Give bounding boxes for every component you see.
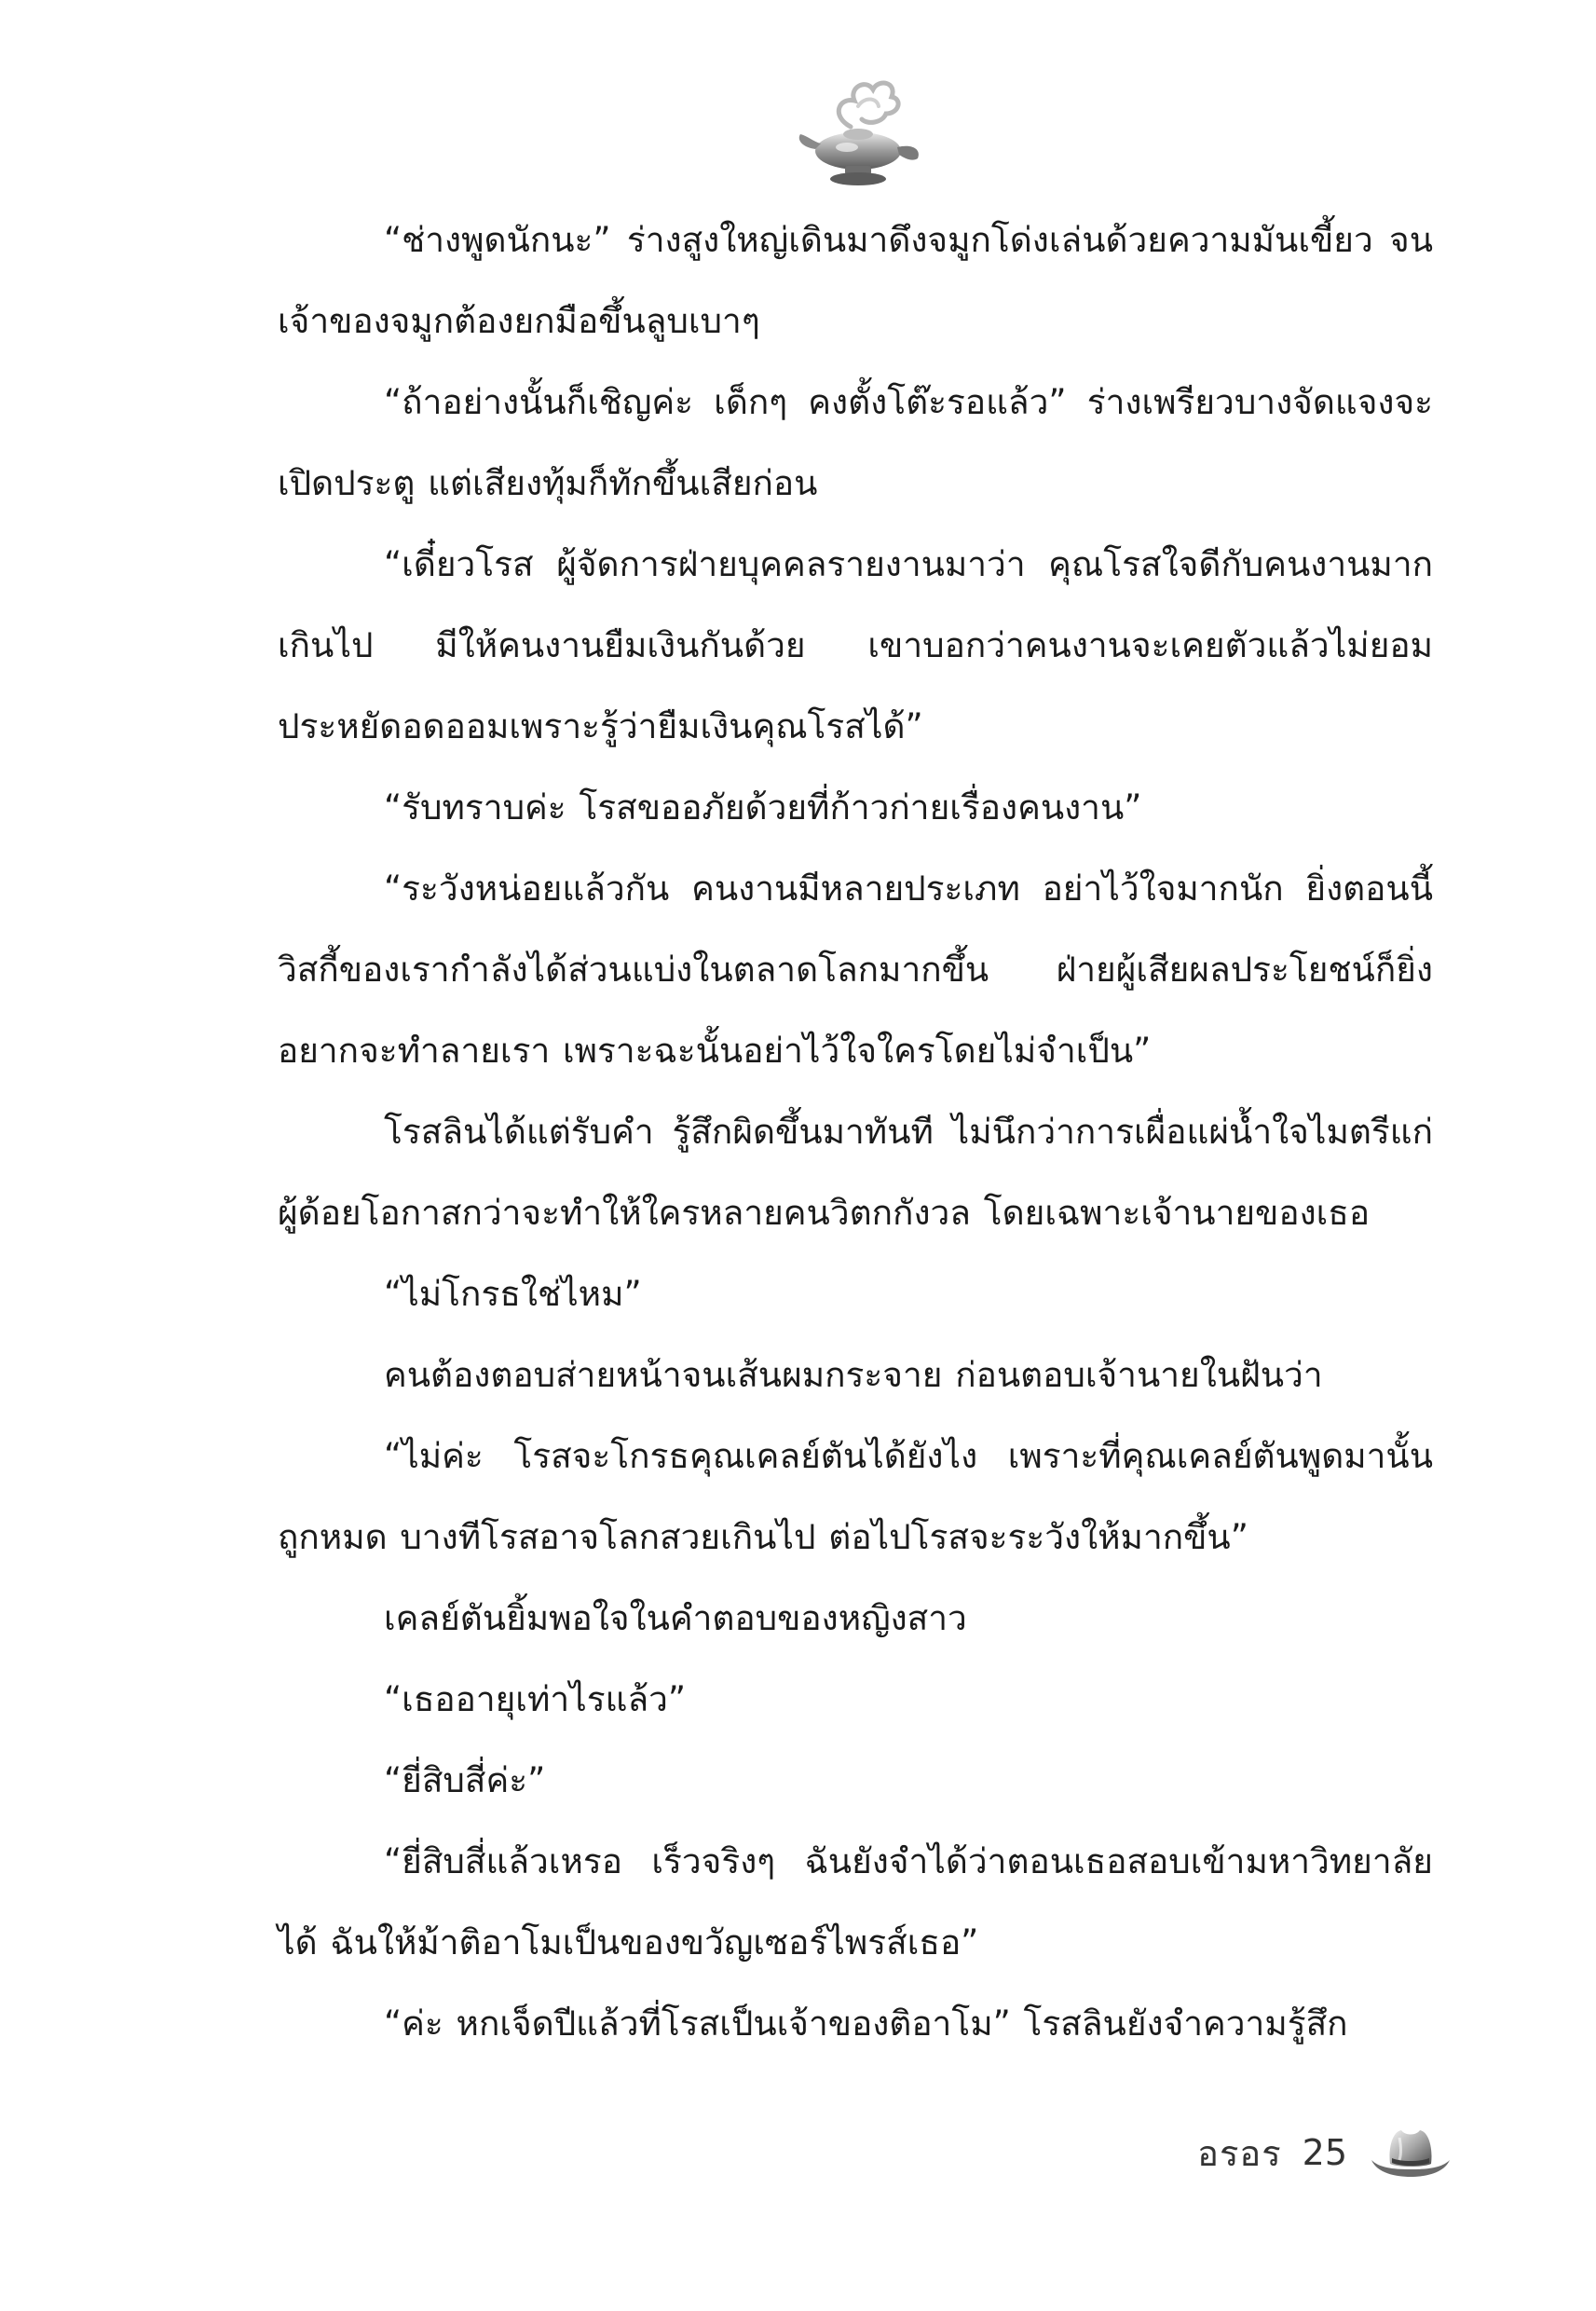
author-name: อรอร bbox=[1197, 2132, 1282, 2174]
body-text bbox=[278, 199, 1433, 2064]
paragraph: “ช่างพูดนักนะ” ร่างสูงใหญ่เดินมาดึงจมูกโด่งเล่นด้วยความมันเขี้ยว จนเจ้าของจมูกต้องยกมือขึ้นลูบเบาๆ bbox=[278, 220, 1433, 341]
paragraph: “เดี๋ยวโรส ผู้จัดการฝ่ายบุคคลรายงานมาว่า คุณโรสใจดีกับคนงานมากเกินไป มีให้คนงานยืมเงินกันด้วย เขาบอกว่าคนงานจะเคยตัวแล้วไม่ยอมประหยัดอดออมเพราะรู้ว่ายืมเงินคุณโรสได้” bbox=[278, 544, 1433, 746]
page-footer bbox=[1155, 2120, 1453, 2185]
paragraph: “รับทราบค่ะ โรสขออภัยด้วยที่ก้าวก่ายเรื่องคนงาน” bbox=[384, 787, 1142, 827]
paragraph: โรสลินได้แต่รับคำ รู้สึกผิดขึ้นมาทันที ไม่นึกว่าการเผื่อแผ่น้ำใจไมตรีแก่ผู้ด้อยโอกาสกว่าจะทำให้ใครหลายคนวิตกกังวล โดยเฉพาะเจ้านายของเธอ bbox=[278, 1112, 1433, 1233]
paragraph: เคลย์ตันยิ้มพอใจในคำตอบของหญิงสาว bbox=[384, 1598, 967, 1638]
paragraph: “ไม่ค่ะ โรสจะโกรธคุณเคลย์ตันได้ยังไง เพราะที่คุณเคลย์ตันพูดมานั้นถูกหมด บางทีโรสอาจโลกสวยเกินไป ต่อไปโรสจะระวังให้มากขึ้น” bbox=[278, 1436, 1433, 1557]
paragraph: “ยี่สิบสี่ค่ะ” bbox=[384, 1760, 546, 1800]
paragraph: “ไม่โกรธใช่ไหม” bbox=[384, 1274, 642, 1314]
paragraph: “ถ้าอย่างนั้นก็เชิญค่ะ เด็กๆ คงตั้งโต๊ะรอแล้ว” ร่างเพรียวบางจัดแจงจะเปิดประตู แต่เสียงทุ้มก็ทักขึ้นเสียก่อน bbox=[278, 382, 1433, 503]
paragraph: “ค่ะ หกเจ็ดปีแล้วที่โรสเป็นเจ้าของติอาโม” โรสลินยังจำความรู้สึก bbox=[384, 2003, 1348, 2044]
paragraph: คนต้องตอบส่ายหน้าจนเส้นผมกระจาย ก่อนตอบเจ้านายในฝันว่า bbox=[384, 1355, 1323, 1395]
paragraph: “ระวังหน่อยแล้วกัน คนงานมีหลายประเภท อย่าไว้ใจมากนัก ยิ่งตอนนี้วิสกี้ของเรากำลังได้ส่วนแบ่งในตลาดโลกมากขึ้น ฝ่ายผู้เสียผลประโยชน์ก็ยิ่งอยากจะทำลายเรา เพราะฉะนั้นอย่าไว้ใจใครโดยไม่จำเป็น” bbox=[278, 868, 1433, 1071]
cowboy-hat-icon bbox=[1368, 2125, 1453, 2181]
paragraph: “ยี่สิบสี่แล้วเหรอ เร็วจริงๆ ฉันยังจำได้ว่าตอนเธอสอบเข้ามหาวิทยาลัยได้ ฉันให้ม้าติอาโมเป็นของขวัญเซอร์ไพรส์เธอ” bbox=[278, 1841, 1433, 1962]
page-number: 25 bbox=[1302, 2132, 1347, 2173]
magic-lamp-icon bbox=[793, 69, 933, 199]
paragraph: “เธออายุเท่าไรแล้ว” bbox=[384, 1679, 687, 1719]
